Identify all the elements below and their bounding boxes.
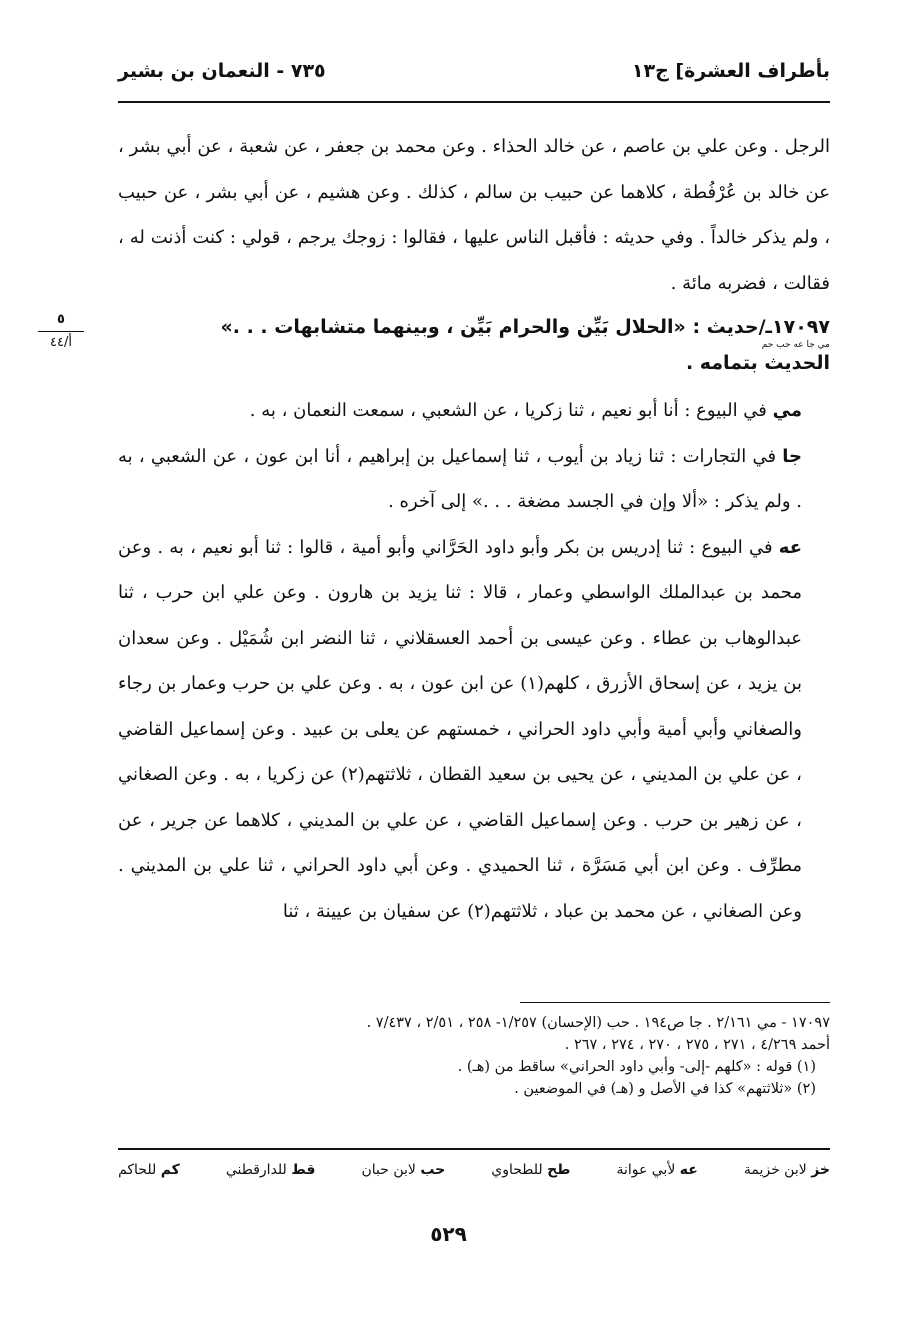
paragraph-mi-text: في البيوع : أنا أبو نعيم ، ثنا زكريا ، عن الشعبي ، سمعت النعمان ، به .: [249, 400, 767, 421]
footnote-references-line2: أحمد ٤/٢٦٩ ، ٢٧١ ، ٢٧٥ ، ٢٧٠ ، ٢٧٤ ، ٢٦٧ .: [564, 1037, 830, 1053]
abbreviation-code: خز: [811, 1162, 830, 1178]
abbreviation-name: للطحاوي: [491, 1162, 543, 1178]
hadith-heading: ١٧٠٩٧ـ/حديث : «الحلال بَيِّن والحرام بَيِّن ، وبينهما متشابهات . . .»: [220, 316, 830, 338]
footnotes: [118, 1012, 830, 1100]
footnote-2: (٢) «ثلاثتهم» كذا في الأصل و (هـ) في الموضعين .: [514, 1081, 816, 1097]
footnote-references-line1: ١٧٠٩٧ - مي ٢/١٦١ . جا ص١٩٤ . حب (الإحسان) ١/٢٥٧- ٢٥٨ ، ٢/٥١ ، ٧/٤٣٧ .: [366, 1015, 830, 1031]
paragraph-mi: [118, 388, 830, 434]
abbreviation-item: [361, 1162, 445, 1178]
footnote-divider: [520, 1002, 830, 1003]
abbreviation-code: طح: [547, 1162, 571, 1178]
abbreviation-item: [744, 1162, 830, 1178]
margin-note-divider: [38, 331, 84, 332]
paragraph-continuation: الرجل . وعن علي بن عاصم ، عن خالد الحذاء . وعن محمد بن جعفر ، عن شعبة ، عن أبي بشر ، عن خالد بن عُرْفُطة ، كلاهما عن حبيب بن سالم ، كذلك . وعن هشيم ، عن أبي بشر ، عن حبيب ، ولم يذكر خالداً . وفي حديثه : فأقبل الناس عليها ، فقالوا : زوجك يرجم ، قولي : كنت أذنت له ، فقالت ، فضربه مائة .: [118, 136, 830, 294]
abbreviation-name: لابن خزيمة: [743, 1162, 807, 1178]
footnote-1: (١) قوله : «كلهم -إلى- وأبي داود الحراني» ساقط من (هـ) .: [457, 1059, 816, 1075]
hadith-sources: مي جا عه حب حم: [761, 340, 830, 350]
source-code-mi: مي: [772, 400, 802, 421]
header-divider: [118, 101, 830, 103]
hadith-continuation: الحديث بتمامه .: [685, 352, 830, 374]
margin-note-reference: أ/٤٤: [50, 335, 72, 350]
margin-note-number: ٥: [57, 312, 65, 327]
paragraph-ah: [118, 525, 830, 935]
abbreviation-name: لأبي عوانة: [616, 1162, 676, 1178]
source-code-ja: جا: [782, 445, 802, 467]
abbreviation-code: كم: [160, 1162, 180, 1178]
paragraph-ja: [118, 434, 830, 525]
paragraph-ja-text: في التجارات : ثنا زياد بن أيوب ، ثنا إسماعيل بن إبراهيم ، أنا ابن عون ، عن الشعبي ، به . ولم يذكر : «ألا وإن في الجسد مضغة . . .» إلى آخره .: [118, 445, 802, 512]
abbreviation-item: [226, 1162, 316, 1178]
page-number: ٥٢٩: [430, 1222, 467, 1246]
margin-note: [38, 312, 84, 350]
abbreviation-item: [118, 1162, 180, 1178]
header-book-title: بأطراف العشرة] ج١٣: [631, 60, 830, 82]
abbreviation-item: [491, 1162, 570, 1178]
abbreviation-item: [616, 1162, 697, 1178]
abbreviation-name: لابن حبان: [361, 1162, 416, 1178]
page-header: [118, 54, 830, 94]
main-text: [118, 124, 830, 934]
abbreviations-legend: [118, 1162, 830, 1178]
abbreviation-code: عه: [679, 1162, 698, 1178]
abbreviation-name: للحاكم: [118, 1162, 157, 1178]
abbreviations-divider: [118, 1148, 830, 1150]
abbreviation-code: قط: [291, 1162, 316, 1178]
abbreviation-name: للدارقطني: [225, 1162, 287, 1178]
source-code-ah: عه: [778, 536, 802, 558]
header-chapter-title: ٧٣٥ - النعمان بن بشير: [118, 60, 326, 82]
abbreviation-code: حب: [420, 1162, 446, 1178]
paragraph-ah-text: في البيوع : ثنا إدريس بن بكر وأبو داود الحَرَّاني وأبو أمية ، قالوا : ثنا أبو نعيم ، به . وعن محمد بن عبدالملك الواسطي وعمار ، قالا : ثنا يزيد بن هارون . وعن علي ابن حرب ، ثنا عبدالوهاب بن عطاء . وعن عيسى بن أحمد العسقلاني ، ثنا النضر ابن شُمَيْل . وعن سعدان بن يزيد ، عن إسحاق الأزرق ، كلهم(١) عن ابن عون ، به . وعن علي بن حرب وعمار بن رجاء والصغاني وأبي أمية وأبي داود الحراني ، خمستهم عن يعلى بن عبيد . وعن إسماعيل القاضي ، عن علي بن المديني ، عن يحيى بن سعيد القطان ، ثلاثتهم(٢) عن زكريا ، به . وعن الصغاني ، عن زهير بن حرب . وعن إسماعيل القاضي ، عن علي بن المديني ، كلاهما عن جرير ، عن مطرِّف . وعن ابن أبي مَسَرَّة ، ثنا الحميدي . وعن أبي داود الحراني ، ثنا علي بن المديني . وعن الصغاني ، عن محمد بن عباد ، ثلاثتهم(٢) عن سفيان بن عيينة ، ثنا: [118, 536, 802, 922]
